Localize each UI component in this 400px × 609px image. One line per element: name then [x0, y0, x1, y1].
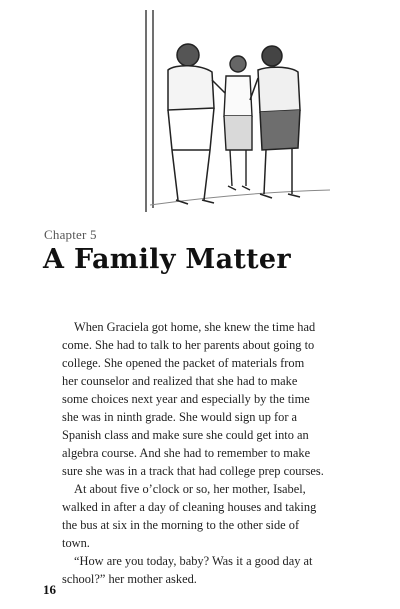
body-line: sure she was in a track that had college prep courses. — [62, 464, 324, 478]
chapter-title: A Family Matter — [43, 244, 291, 275]
woman-figure — [250, 46, 300, 198]
body-line: school?” her mother asked. — [62, 572, 197, 586]
body-line: the bus at six in the morning to the other side of — [62, 518, 300, 532]
body-line: some choices next year and especially by the time — [62, 392, 310, 406]
body-line: At about five o’clock or so, her mother, Isabel, — [74, 482, 306, 496]
family-illustration — [0, 0, 400, 215]
man-figure — [168, 44, 228, 204]
body-line: Spanish class and make sure she could get into an — [62, 428, 309, 442]
body-text — [62, 318, 382, 588]
body-line: “How are you today, baby? Was it a good day at — [74, 554, 313, 568]
girl-figure — [224, 56, 252, 190]
body-line: algebra course. And she had to remember to make — [62, 446, 311, 460]
body-line: she was in ninth grade. She would sign up for a — [62, 410, 298, 424]
body-line: college. She opened the packet of materials from — [62, 356, 305, 370]
body-line: come. She had to talk to her parents about going to — [62, 338, 315, 352]
door-frame — [146, 10, 153, 212]
chapter-label: Chapter 5 — [44, 227, 97, 242]
body-line: her counselor and realized that she had to make — [62, 374, 298, 388]
body-line: When Graciela got home, she knew the time had — [74, 320, 316, 334]
body-line: town. — [62, 536, 90, 550]
page-number: 16 — [43, 582, 56, 597]
body-line: walked in after a day of cleaning houses and taking — [62, 500, 317, 514]
